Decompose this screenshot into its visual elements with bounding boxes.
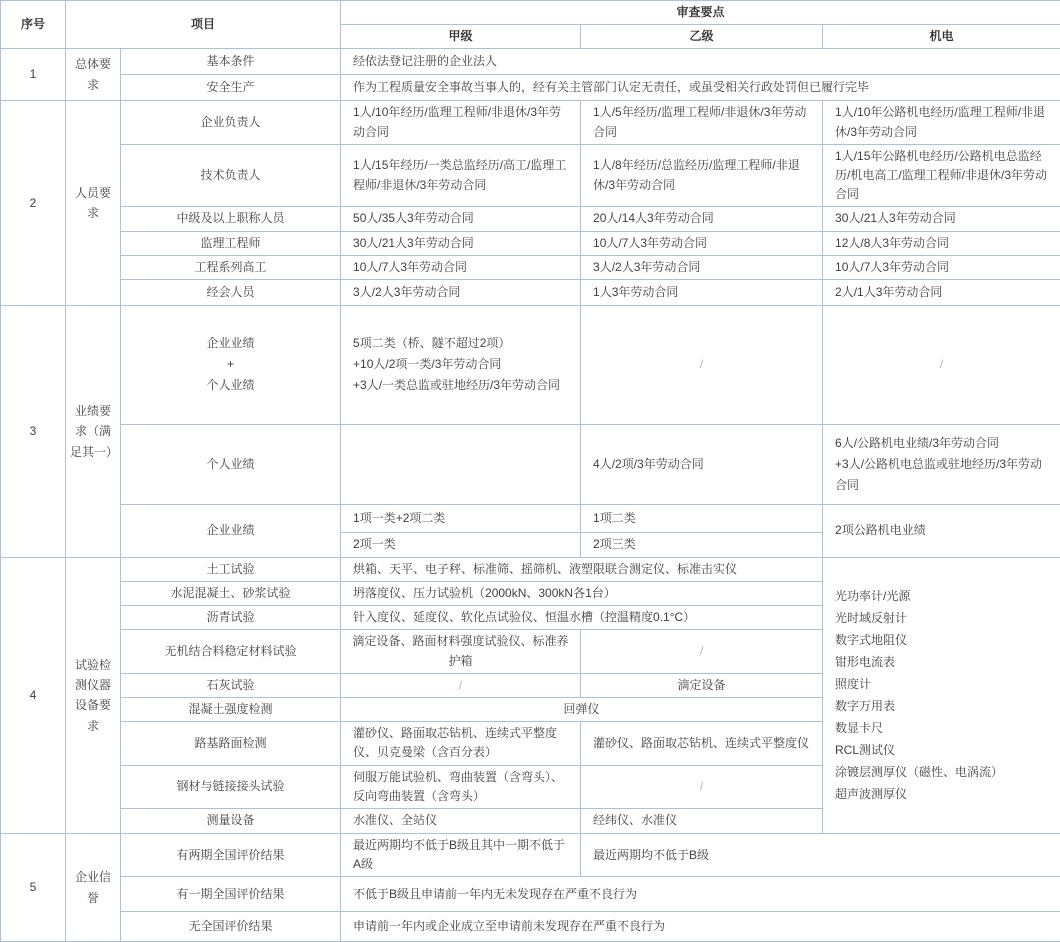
table-row xyxy=(1,255,1060,279)
cell-lime-test-a: / xyxy=(341,673,581,697)
cell-accounting-staff-me: 2人/1人3年劳动合同 xyxy=(823,279,1060,305)
section4-group: 试验检测仪器设备要求 xyxy=(66,557,121,833)
cell-enterprise-head-b: 1人/5年经历/监理工程师/非退休/3年劳动合同 xyxy=(581,101,823,144)
cell-two-period-rating-bme: 最近两期均不低于B级 xyxy=(581,833,1060,876)
cell-enterprise-head-me: 1人/10年公路机电经历/监理工程师/非退休/3年劳动合同 xyxy=(823,101,1060,144)
cell-basic-conditions-all: 经依法登记注册的企业法人 xyxy=(341,49,1060,75)
item-asphalt-test: 沥青试验 xyxy=(121,606,341,630)
table-row xyxy=(1,833,1060,876)
cell-steel-joint-test-b: / xyxy=(581,765,823,808)
cell-senior-engineer-b: 3人/2人3年劳动合同 xyxy=(581,255,823,279)
cell-survey-equipment-b: 经纬仪、水准仪 xyxy=(581,808,823,833)
item-one-period-rating: 有一期全国评价结果 xyxy=(121,877,341,912)
cell-steel-joint-test-a: 伺服万能试验机、弯曲装置（含弯头）、反向弯曲装置（含弯头） xyxy=(341,765,581,808)
cell-supervision-engineer-me: 12人/8人3年劳动合同 xyxy=(823,231,1060,255)
cell-survey-equipment-a: 水准仪、全站仪 xyxy=(341,808,581,833)
cell-safety-production-all: 作为工程质量安全事故当事人的，经有关主管部门认定无责任，或虽受相关行政处罚但已履行完毕 xyxy=(341,75,1060,101)
table-row xyxy=(1,207,1060,231)
table-row xyxy=(1,504,1060,532)
item-supervision-engineer: 监理工程师 xyxy=(121,231,341,255)
item-basic-conditions: 基本条件 xyxy=(121,49,341,75)
table-row xyxy=(1,424,1060,504)
cell-supervision-engineer-b: 10人/7人3年劳动合同 xyxy=(581,231,823,255)
item-no-rating: 无全国评价结果 xyxy=(121,912,341,942)
cell-no-rating-all: 申请前一年内或企业成立至申请前未发现存在严重不良行为 xyxy=(341,912,1060,942)
cell-two-period-rating-a: 最近两期均不低于B级且其中一期不低于A级 xyxy=(341,833,581,876)
header-grade-b: 乙级 xyxy=(581,25,823,49)
cell-technical-head-b: 1人/8年经历/总监经历/监理工程师/非退休/3年劳动合同 xyxy=(581,144,823,207)
cell-enterprise-head-a: 1人/10年经历/监理工程师/非退休/3年劳动合同 xyxy=(341,101,581,144)
cell-one-period-rating-all: 不低于B级且申请前一年内无未发现存在严重不良行为 xyxy=(341,877,1060,912)
cell-enterprise-performance-a2: 2项一类 xyxy=(341,532,581,557)
cell-personal-performance-me: 6人/公路机电业绩/3年劳动合同 +3人/公路机电总监或驻地经历/3年劳动合同 xyxy=(823,424,1060,504)
item-combined-performance: 企业业绩 + 个人业绩 xyxy=(121,305,341,424)
table-row xyxy=(1,305,1060,424)
item-cement-concrete-test: 水泥混凝土、砂浆试验 xyxy=(121,582,341,606)
header-grade-a: 甲级 xyxy=(341,25,581,49)
item-mid-title-staff: 中级及以上职称人员 xyxy=(121,207,341,231)
cell-lime-test-b: 滴定设备 xyxy=(581,673,823,697)
header-seq: 序号 xyxy=(1,1,66,49)
cell-roadbed-pavement-test-b: 灌砂仪、路面取芯钻机、连续式平整度仪 xyxy=(581,722,823,765)
cell-enterprise-performance-b2: 2项三类 xyxy=(581,532,823,557)
cell-mid-title-staff-me: 30人/21人3年劳动合同 xyxy=(823,207,1060,231)
cell-asphalt-test-ab: 针入度仪、延度仪、软化点试验仪、恒温水槽（控温精度0.1°C） xyxy=(341,606,823,630)
cell-inorganic-binder-test-b: / xyxy=(581,630,823,673)
item-survey-equipment: 测量设备 xyxy=(121,808,341,833)
item-enterprise-performance: 企业业绩 xyxy=(121,504,341,557)
cell-concrete-strength-test-ab: 回弹仪 xyxy=(341,698,823,722)
cell-enterprise-performance-a1: 1项一类+2项二类 xyxy=(341,504,581,532)
section5-group: 企业信誉 xyxy=(66,833,121,941)
header-grade-me: 机电 xyxy=(823,25,1060,49)
cell-inorganic-binder-test-a: 滴定设备、路面材料强度试验仪、标准养护箱 xyxy=(341,630,581,673)
cell-roadbed-pavement-test-a: 灌砂仪、路面取芯钻机、连续式平整度仪、贝克曼梁（含百分表） xyxy=(341,722,581,765)
cell-enterprise-performance-b1: 1项二类 xyxy=(581,504,823,532)
item-senior-engineer: 工程系列高工 xyxy=(121,255,341,279)
item-steel-joint-test: 钢材与链接接头试验 xyxy=(121,765,341,808)
section1-no: 1 xyxy=(1,49,66,101)
cell-combined-performance-a: 5项二类（桥、隧不超过2项） +10人/2项一类/3年劳动合同 +3人/一类总监或驻地经历/3年劳动合同 xyxy=(341,305,581,424)
item-inorganic-binder-test: 无机结合料稳定材料试验 xyxy=(121,630,341,673)
cell-combined-performance-b: / xyxy=(581,305,823,424)
item-roadbed-pavement-test: 路基路面检测 xyxy=(121,722,341,765)
cell-cement-concrete-test-ab: 坍落度仪、压力试验机（2000kN、300kN各1台） xyxy=(341,582,823,606)
cell-mid-title-staff-a: 50人/35人3年劳动合同 xyxy=(341,207,581,231)
table-row xyxy=(1,279,1060,305)
table-row xyxy=(1,557,1060,581)
table-row xyxy=(1,101,1060,144)
table-row xyxy=(1,144,1060,207)
cell-personal-performance-a xyxy=(341,424,581,504)
section3-no: 3 xyxy=(1,305,66,557)
cell-soil-test-ab: 烘箱、天平、电子秤、标准筛、摇筛机、液塑限联合测定仪、标准击实仪 xyxy=(341,557,823,581)
cell-accounting-staff-a: 3人/2人3年劳动合同 xyxy=(341,279,581,305)
cell-supervision-engineer-a: 30人/21人3年劳动合同 xyxy=(341,231,581,255)
item-enterprise-head: 企业负责人 xyxy=(121,101,341,144)
cell-accounting-staff-b: 1人3年劳动合同 xyxy=(581,279,823,305)
table-row xyxy=(1,877,1060,912)
header-item: 项目 xyxy=(66,1,341,49)
cell-enterprise-performance-me: 2项公路机电业绩 xyxy=(823,504,1060,557)
cell-technical-head-a: 1人/15年经历/一类总监经历/高工/监理工程师/非退休/3年劳动合同 xyxy=(341,144,581,207)
cell-senior-engineer-me: 10人/7人3年劳动合同 xyxy=(823,255,1060,279)
section3-group: 业绩要求（满足其一） xyxy=(66,305,121,557)
section1-group: 总体要求 xyxy=(66,49,121,101)
table-row xyxy=(1,231,1060,255)
item-personal-performance: 个人业绩 xyxy=(121,424,341,504)
item-accounting-staff: 经会人员 xyxy=(121,279,341,305)
section2-no: 2 xyxy=(1,101,66,306)
cell-technical-head-me: 1人/15年公路机电经历/公路机电总监经历/机电高工/监理工程师/非退休/3年劳动合同 xyxy=(823,144,1060,207)
cell-mid-title-staff-b: 20人/14人3年劳动合同 xyxy=(581,207,823,231)
section5-no: 5 xyxy=(1,833,66,941)
cell-senior-engineer-a: 10人/7人3年劳动合同 xyxy=(341,255,581,279)
item-safety-production: 安全生产 xyxy=(121,75,341,101)
item-soil-test: 土工试验 xyxy=(121,557,341,581)
item-two-period-rating: 有两期全国评价结果 xyxy=(121,833,341,876)
cell-combined-performance-me: / xyxy=(823,305,1060,424)
item-technical-head: 技术负责人 xyxy=(121,144,341,207)
cell-personal-performance-b: 4人/2项/3年劳动合同 xyxy=(581,424,823,504)
table-row xyxy=(1,912,1060,942)
section4-no: 4 xyxy=(1,557,66,833)
item-concrete-strength-test: 混凝土强度检测 xyxy=(121,698,341,722)
section2-group: 人员要求 xyxy=(66,101,121,306)
table-row xyxy=(1,75,1060,101)
item-lime-test: 石灰试验 xyxy=(121,673,341,697)
table-row xyxy=(1,49,1060,75)
header-review-points: 审查要点 xyxy=(341,1,1060,25)
cell-me-equipment-list: 光功率计/光源 光时域反射计 数字式地阻仪 钳形电流表 照度计 数字万用表 数显卡尺 RCL测试仪 涂镀层测厚仪（磁性、电涡流） 超声波测厚仪 xyxy=(823,557,1060,833)
